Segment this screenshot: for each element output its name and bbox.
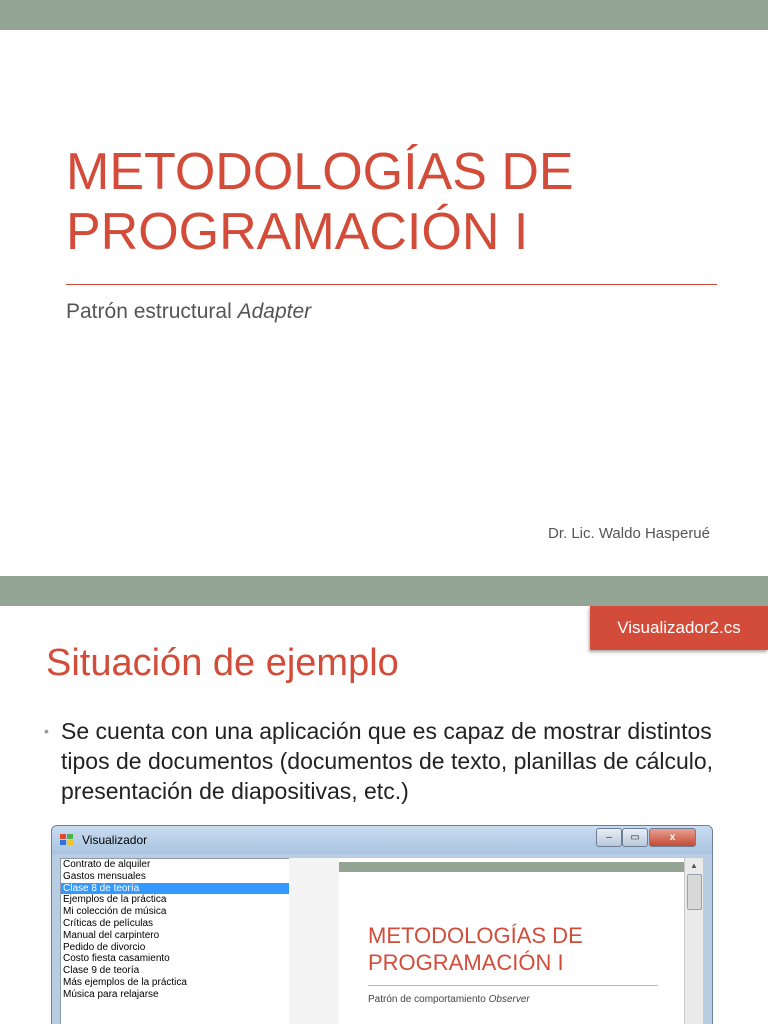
document-list[interactable] [60, 858, 290, 1024]
list-item[interactable]: Clase 9 de teoría [63, 965, 140, 977]
bullet-text: Se cuenta con una aplicación que es capaz de mostrar distintos tipos de documentos (documentos de texto, planillas de cálculo, presentación de diapositivas, etc.) [61, 718, 714, 804]
file-tag: Visualizador2.cs [590, 606, 768, 650]
list-item[interactable]: Críticas de películas [63, 917, 154, 929]
slide-title [66, 142, 726, 262]
window-title: Visualizador [82, 833, 148, 847]
list-item[interactable]: Costo fiesta casamiento [63, 953, 170, 965]
visualizador-window [51, 825, 713, 1024]
slide-top-band [0, 0, 768, 30]
example-slide [0, 606, 768, 1024]
list-item[interactable]: Ejemplos de la práctica [63, 894, 167, 906]
document-preview [289, 858, 684, 1024]
preview-margin [289, 858, 339, 1024]
list-item[interactable]: Mi colección de música [63, 906, 167, 918]
preview-divider [368, 985, 658, 986]
preview-title [368, 922, 583, 976]
bullet-item [44, 716, 724, 806]
vertical-scrollbar[interactable] [684, 858, 703, 1024]
slide2-title: Situación de ejemplo [46, 642, 399, 684]
preview-title-line2: PROGRAMACIÓN I [368, 950, 564, 975]
window-titlebar[interactable] [52, 826, 712, 854]
list-item[interactable]: Más ejemplos de la práctica [63, 976, 187, 988]
slide-title-line1: METODOLOGÍAS DE [66, 143, 574, 201]
preview-subtitle-prefix: Patrón de comportamiento [368, 994, 489, 1005]
slide-subtitle [66, 300, 311, 324]
slide-top-band-2 [0, 576, 768, 606]
close-button[interactable]: x [649, 828, 696, 847]
list-item[interactable]: Contrato de alquiler [63, 859, 151, 870]
author-name: Dr. Lic. Waldo Hasperué [547, 525, 710, 542]
preview-subtitle-italic: Observer [488, 994, 530, 1005]
title-slide [0, 30, 768, 576]
list-item[interactable]: Gastos mensuales [63, 870, 146, 882]
subtitle-italic: Adapter [237, 300, 312, 323]
subtitle-prefix: Patrón estructural [66, 300, 238, 323]
scroll-thumb[interactable] [687, 874, 702, 910]
slide-title-line2: PROGRAMACIÓN I [66, 203, 529, 261]
list-item[interactable]: Pedido de divorcio [63, 941, 146, 953]
maximize-button[interactable]: ▭ [622, 828, 648, 847]
list-item[interactable]: Clase 8 de teoría [61, 883, 289, 895]
list-item[interactable]: Música para relajarse [63, 988, 159, 1000]
app-icon [60, 834, 74, 846]
bullet-dot-icon: • [44, 723, 49, 739]
preview-subtitle [368, 994, 530, 1005]
scroll-up-icon[interactable]: ▲ [690, 860, 698, 870]
minimize-button[interactable]: ‒ [596, 828, 622, 847]
preview-top-band [339, 862, 684, 872]
list-item[interactable]: Manual del carpintero [63, 929, 160, 941]
preview-title-line1: METODOLOGÍAS DE [368, 923, 583, 948]
title-divider [66, 284, 717, 285]
